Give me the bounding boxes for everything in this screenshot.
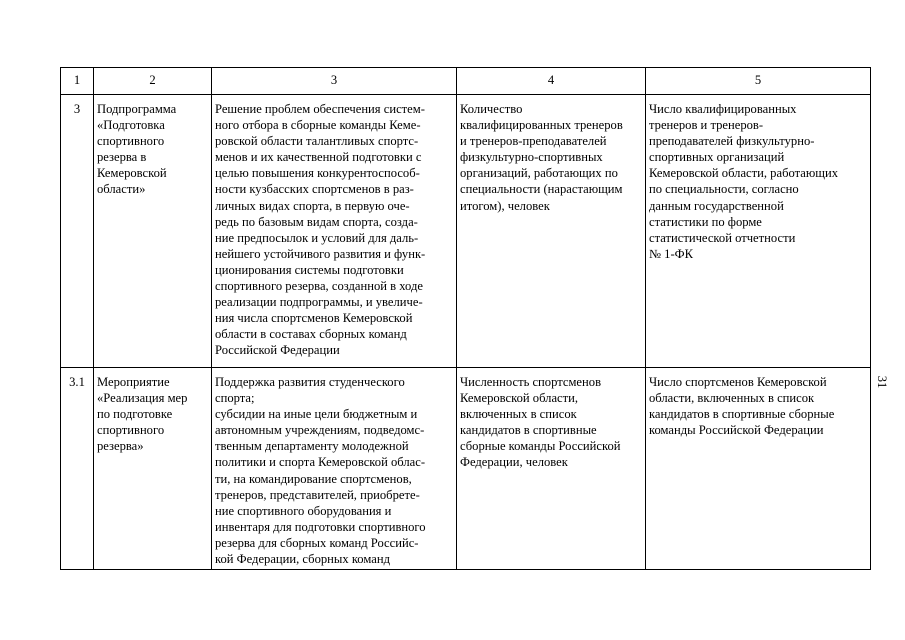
table-row (61, 368, 871, 570)
column-header: 4 (457, 68, 646, 95)
page-number: 31 (875, 375, 889, 389)
column-header: 1 (61, 68, 94, 95)
table-header-row (61, 68, 871, 95)
indicator-method: Число спортсменов Кемеровской области, включенных в список кандидатов в спортивные сборные команды Российской Федерации (646, 368, 871, 570)
program-name: Подпрограмма «Подготовка спортивного резерва в Кемеровской области» (94, 95, 212, 368)
column-header: 5 (646, 68, 871, 95)
indicator-name: Количество квалифицированных тренеров и тренеров-преподавателей физкультурно-спортивных организаций, работающих по специальности (нарастающим итогом), человек (457, 95, 646, 368)
indicator-method: Число квалифицированных тренеров и тренеров- преподавателей физкультурно- спортивных организаций Кемеровской области, работающих по специальности, согласно данным государственной статистики по форме статистической отчетности № 1-ФК (646, 95, 871, 368)
column-header: 2 (94, 68, 212, 95)
column-header: 3 (212, 68, 457, 95)
program-description: Решение проблем обеспечения систем- ного отбора в сборные команды Кеме- ровской области талантливых спортс- менов и их качественной подготовки с целью повышения конкурентоспособ- ности кузбасских спортсменов в раз- личных видах спорта, в первую оче- редь по базовым видам спорта, созда- ние предпосылок и условий для даль- нейшего устойчивого развития и функ- ционирования системы подготовки спортивного резерва, созданной в ходе реализации подпрограммы, и увеличе- ния числа спортсменов Кемеровской области в составах сборных команд Российской Федерации (212, 95, 457, 368)
document-table (60, 67, 871, 570)
row-number: 3 (61, 95, 94, 368)
table-row (61, 95, 871, 368)
indicator-name: Численность спортсменов Кемеровской области, включенных в список кандидатов в спортивные сборные команды Российской Федерации, человек (457, 368, 646, 570)
program-name: Мероприятие «Реализация мер по подготовке спортивного резерва» (94, 368, 212, 570)
program-description: Поддержка развития студенческого спорта; субсидии на иные цели бюджетным и автономным учреждениям, подведомс- твенным департаменту молодежной политики и спорта Кемеровской облас- ти, на командирование спортсменов, тренеров, представителей, приобрете- ние спортивного оборудования и инвентаря для подготовки спортивного резерва для сборных команд Российс- кой Федерации, сборных команд (212, 368, 457, 570)
row-number: 3.1 (61, 368, 94, 570)
